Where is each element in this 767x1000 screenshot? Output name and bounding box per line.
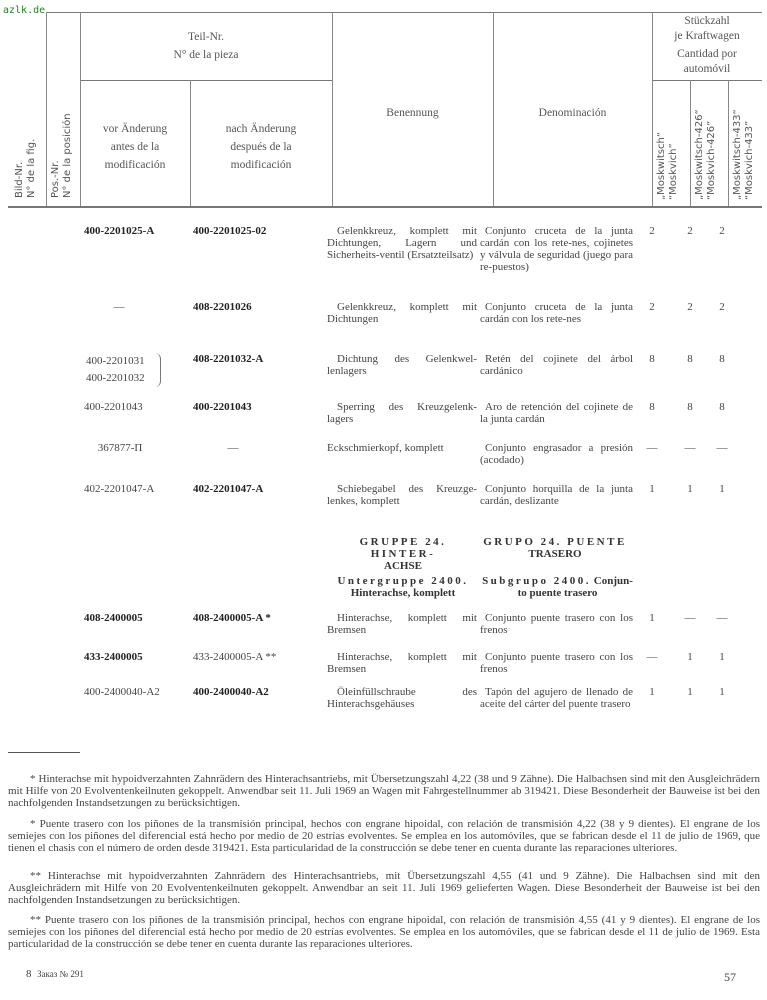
group-heading-de: GRUPPE 24. HINTER- ACHSE (359, 536, 447, 572)
qty-426: 1 (687, 651, 693, 663)
benennung: Eckschmierkopf, komplett (327, 442, 444, 454)
qty-moskvich: — (646, 651, 658, 663)
qty-subrule (652, 80, 762, 81)
qty-433: — (716, 442, 728, 454)
benennung: Dichtung des Gelenkwel-lenlagers (327, 353, 477, 377)
benennung: Gelenkkreuz, komplett mit Dichtungen, Lagern und Sicherheits-ventil (Ersatzteilsatz) (327, 225, 477, 261)
denominacion: Aro de retención del cojinete de la junta cardán (480, 401, 633, 425)
qty-426: 1 (687, 483, 693, 495)
subgroup-heading-de: Untergruppe 2400. Hinterachse, komplett (337, 575, 469, 599)
benennung: Öleinfüllschraube des Hinterachsgehäuses (327, 686, 477, 710)
part-before-pair: 400-2201031 400-2201032 (86, 353, 161, 387)
denominacion: Tapón del agujero de llenado de aceite del cárter del puente trasero (480, 686, 633, 710)
part-after: 400-2201025-02 (193, 225, 267, 237)
header-bottom-rule (8, 206, 762, 208)
denominacion: Conjunto cruceta de la junta cardán con los rete-nes, cojinetes y válvula de seguridad (juego para re-puestos) (480, 225, 633, 273)
denominacion: Retén del cojinete del árbol cardánico (480, 353, 633, 377)
table-top-rule (46, 12, 762, 13)
header-bild: Bild-Nr. N° de la fig. (14, 138, 37, 198)
footnote-rule (8, 752, 80, 753)
qty-426: 1 (687, 686, 693, 698)
denominacion: Conjunto engrasador a presión (acodado) (480, 442, 633, 466)
part-after: — (227, 442, 239, 454)
part-after: 400-2201043 (193, 401, 252, 413)
qty-426: 8 (687, 401, 693, 413)
teil-subrule (80, 80, 332, 81)
qty-moskvich: 2 (649, 301, 655, 313)
benennung: Hinterachse, komplett mit Bremsen (327, 612, 477, 636)
col-divider (690, 80, 691, 206)
header-benennung: Benennung (386, 107, 439, 119)
qty-433: 1 (719, 651, 725, 663)
benennung: Sperring des Kreuzgelenk-lagers (327, 401, 477, 425)
qty-426: — (684, 442, 696, 454)
header-stueckzahl: Stückzahl je Kraftwagen Cantidad por automóvil (674, 15, 740, 75)
header-nach: nach Änderung después de la modificación (225, 123, 297, 171)
part-after: 402-2201047-A (193, 483, 264, 495)
denominacion: Conjunto puente trasero con los frenos (480, 651, 633, 675)
qty-moskvich: 8 (649, 401, 655, 413)
qty-433: 8 (719, 401, 725, 413)
col-divider (46, 12, 47, 206)
part-before: 367877-П (97, 442, 143, 454)
benennung: Hinterachse, komplett mit Bremsen (327, 651, 477, 675)
part-before: 400-2201025-A (84, 225, 155, 237)
qty-433: 2 (719, 301, 725, 313)
header-model-moskvich: „Moskwitsch“ “Moskvich” (656, 131, 679, 200)
group-heading-es: GRUPO 24. PUENTE TRASERO (483, 536, 627, 560)
qty-moskvich: 1 (649, 612, 655, 624)
qty-moskvich: 8 (649, 353, 655, 365)
qty-426: 8 (687, 353, 693, 365)
part-after: 408-2201032-A (193, 353, 264, 365)
qty-moskvich: — (646, 442, 658, 454)
qty-426: — (684, 612, 696, 624)
header-model-433: „Moskwitsch-433“ “Moskvich-433” (732, 109, 755, 200)
page-number: 57 (724, 970, 736, 984)
qty-moskvich: 2 (649, 225, 655, 237)
benennung: Gelenkkreuz, komplett mit Dichtungen (327, 301, 477, 325)
header-pos: Pos.-Nr. N° de la posición (50, 113, 73, 198)
denominacion: Conjunto puente trasero con los frenos (480, 612, 633, 636)
header-vor: vor Änderung antes de la modificación (102, 123, 168, 171)
part-before: 400-2400040-A2 (84, 686, 160, 698)
qty-433: 1 (719, 686, 725, 698)
watermark: azlk.de (3, 5, 46, 16)
qty-433: 8 (719, 353, 725, 365)
qty-433: — (716, 612, 728, 624)
part-before: — (113, 301, 125, 313)
part-after: 400-2400040-A2 (193, 686, 269, 698)
denominacion: Conjunto horquilla de la junta cardán, deslizante (480, 483, 633, 507)
header-model-426: „Moskwitsch-426“ “Moskvich-426” (694, 109, 717, 200)
qty-433: 1 (719, 483, 725, 495)
part-after: 433-2400005-A ** (193, 651, 277, 663)
header-teil: Teil-Nr. N° de la pieza (173, 31, 239, 61)
part-before: 433-2400005 (84, 651, 143, 663)
footnote: ** Puente trasero con los piñones de la transmisión principal, hechos con engrane hipoidal, con relación de transmisión 4,55 (41 y 9 dientes). El engrane de los semiejes con los piñones del diferencial está hecho por medio de 20 estrías evolventes. Se emplea en los automóviles, que se fabrican desde el 11 de julio de 1969. Esta particularidad de la construcción se debe tener en cuenta durante las reparaciones ulteriores. (8, 914, 760, 950)
qty-433: 2 (719, 225, 725, 237)
part-before: 402-2201047-A (84, 483, 155, 495)
header-denominacion: Denominación (538, 107, 607, 119)
part-before: 400-2201043 (84, 401, 143, 413)
subgroup-heading-es: Subgrupo 2400. Conjun- to puente trasero (482, 575, 633, 599)
col-divider (728, 80, 729, 206)
footnote: * Hinterachse mit hypoidverzahnten Zahnrädern des Hinterachsantriebs, mit Übersetzungszahl 4,22 (38 und 9 Zähne). Die Halbachsen sind mit den Ausgleichrädern mit Hilfe von 20 Evolventenkeilnuten gekoppelt. Anwendbar seit 11. Juli 1969 an Wagen mit Fahrgestellnummer ab 319421. Diese Besonderheit der Bauweise ist bei den nachfolgenden Instandsetzungen zu berücksichtigen. (8, 773, 760, 809)
part-after: 408-2400005-A * (193, 612, 271, 624)
qty-426: 2 (687, 301, 693, 313)
qty-moskvich: 1 (649, 686, 655, 698)
qty-moskvich: 1 (649, 483, 655, 495)
part-after: 408-2201026 (193, 301, 252, 313)
denominacion: Conjunto cruceta de la junta cardán con los rete-nes (480, 301, 633, 325)
part-before: 408-2400005 (84, 612, 143, 624)
footnote: * Puente trasero con los piñones de la transmisión principal, hechos con engrane hipoidal, con relación de transmisión 4,22 (38 y 9 dientes). El engrane de los semiejes con los piñones del diferencial está hecho por medio de 20 estrías evolventes. Se emplea en los automóviles, que se fabrican desde el 11 de julio de 1969, que tienen el chasis con el número de orden desde 319421. Esta particularidad de la construcción se debe tener en cuenta durante las reparaciones ulteriores. (8, 818, 760, 854)
benennung: Schiebegabel des Kreuzge-lenkes, komplett (327, 483, 477, 507)
footnote: ** Hinterachse mit hypoidverzahnten Zahnrädern des Hinterachsantriebs, mit Übersetzungszahl 4,55 (41 und 9 Zähne). Die Halbachsen sind mit den Ausgleichrädern mit Hilfe von 20 Evolventenkeilnuten gekoppelt. Anwendbar an seit 11. Juli 1969 gelieferten Wagen. Diese Besonderheit der Bauweise ist bei den nachfolgenden Instandsetzungen zu berücksichtigen. (8, 870, 760, 906)
printer-mark: 8 Заказ № 291 (26, 968, 84, 980)
qty-426: 2 (687, 225, 693, 237)
